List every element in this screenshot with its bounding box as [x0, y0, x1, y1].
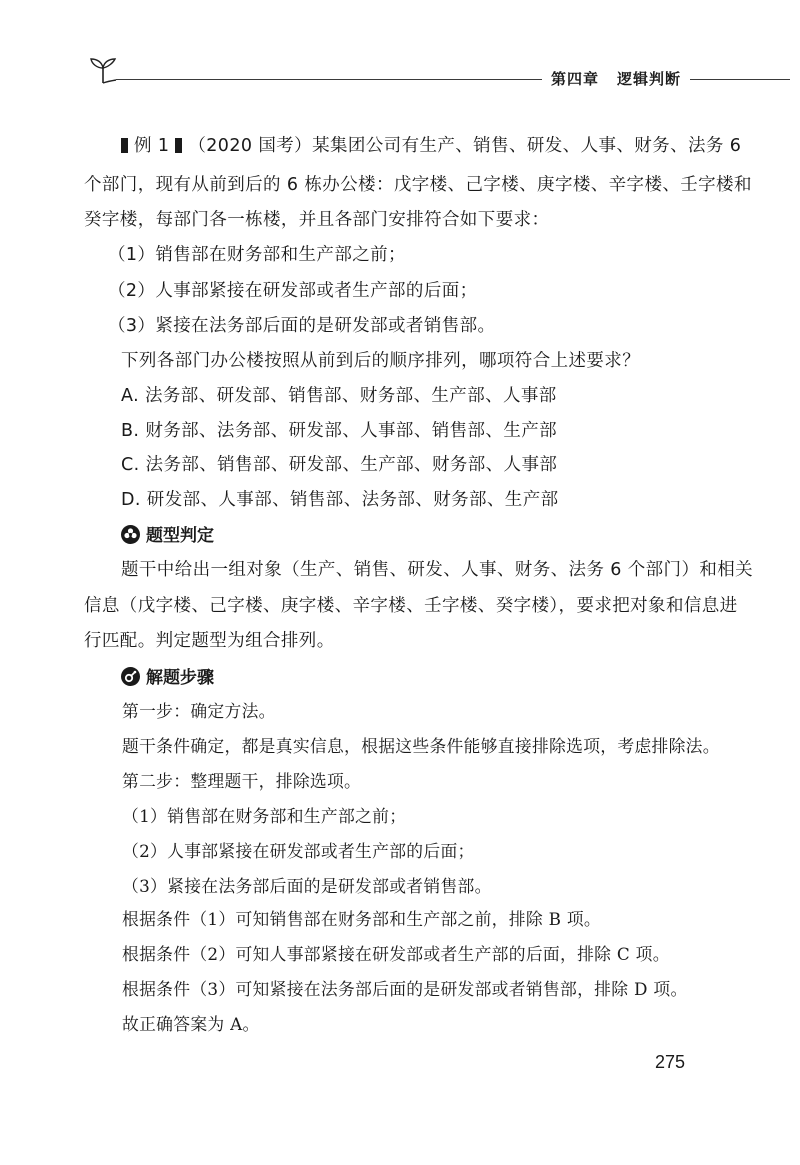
condition-1: （1）销售部在财务部和生产部之前；	[108, 245, 406, 265]
example-text: （2020 国考）某集团公司有生产、销售、研发、人事、财务、法务 6	[188, 136, 742, 156]
step-line-2: 题干条件确定，都是真实信息，根据这些条件能够直接排除选项，考虑排除法。	[122, 736, 720, 756]
step-line-6: （3）紧接在法务部后面的是研发部或者销售部。	[122, 876, 492, 896]
type-line-1: 题干中给出一组对象（生产、销售、研发、人事、财务、法务 6 个部门）和相关	[121, 560, 754, 580]
condition-3: （3）紧接在法务部后面的是研发部或者销售部。	[108, 316, 496, 336]
step-line-1: 第一步：确定方法。	[122, 701, 276, 721]
steps-section-heading	[121, 663, 214, 688]
example-line-3: 癸字楼，每部门各一栋楼，并且各部门安排符合如下要求：	[84, 210, 550, 230]
type-section-title: 题型判定	[146, 526, 214, 546]
step-line-4: （1）销售部在财务部和生产部之前；	[122, 806, 407, 826]
example-line-1	[121, 132, 741, 157]
option-c: C. 法务部、销售部、研发部、生产部、财务部、人事部	[121, 455, 558, 475]
type-line-2: 信息（戊字楼、己字楼、庚字楼、辛字楼、壬字楼、癸字楼），要求把对象和信息进	[84, 596, 738, 616]
page-number: 275	[655, 1052, 686, 1072]
option-d: D. 研发部、人事部、销售部、法务部、财务部、生产部	[121, 490, 559, 510]
option-a: A. 法务部、研发部、销售部、财务部、生产部、人事部	[121, 386, 557, 406]
step-line-9: 根据条件（3）可知紧接在法务部后面的是研发部或者销售部，排除 D 项。	[122, 979, 688, 999]
pin-icon	[121, 667, 140, 686]
steps-section-title: 解题步骤	[146, 668, 214, 688]
step-line-3: 第二步：整理题干，排除选项。	[122, 771, 362, 791]
example-label: 例 1	[134, 136, 170, 156]
type-section-heading	[121, 521, 214, 546]
type-line-3: 行匹配。判定题型为组合排列。	[84, 631, 335, 651]
step-line-7: 根据条件（1）可知销售部在财务部和生产部之前，排除 B 项。	[122, 909, 601, 929]
question-text: 下列各部门办公楼按照从前到后的顺序排列，哪项符合上述要求？	[121, 351, 641, 371]
chapter-title: 逻辑判断	[617, 70, 682, 88]
option-b: B. 财务部、法务部、研发部、人事部、销售部、生产部	[121, 421, 558, 441]
flower-icon	[121, 525, 140, 544]
chapter-number: 第四章	[551, 70, 600, 88]
condition-2: （2）人事部紧接在研发部或者生产部的后面；	[108, 281, 478, 301]
answer-line: 故正确答案为 A。	[122, 1014, 260, 1034]
example-marker-left	[121, 138, 128, 153]
step-line-8: 根据条件（2）可知人事部紧接在研发部或者生产部的后面，排除 C 项。	[122, 944, 670, 964]
step-line-5: （2）人事部紧接在研发部或者生产部的后面；	[122, 841, 475, 861]
example-line-2: 个部门，现有从前到后的 6 栋办公楼：戊字楼、己字楼、庚字楼、辛字楼、壬字楼和	[84, 175, 752, 195]
example-marker-right	[175, 138, 182, 153]
